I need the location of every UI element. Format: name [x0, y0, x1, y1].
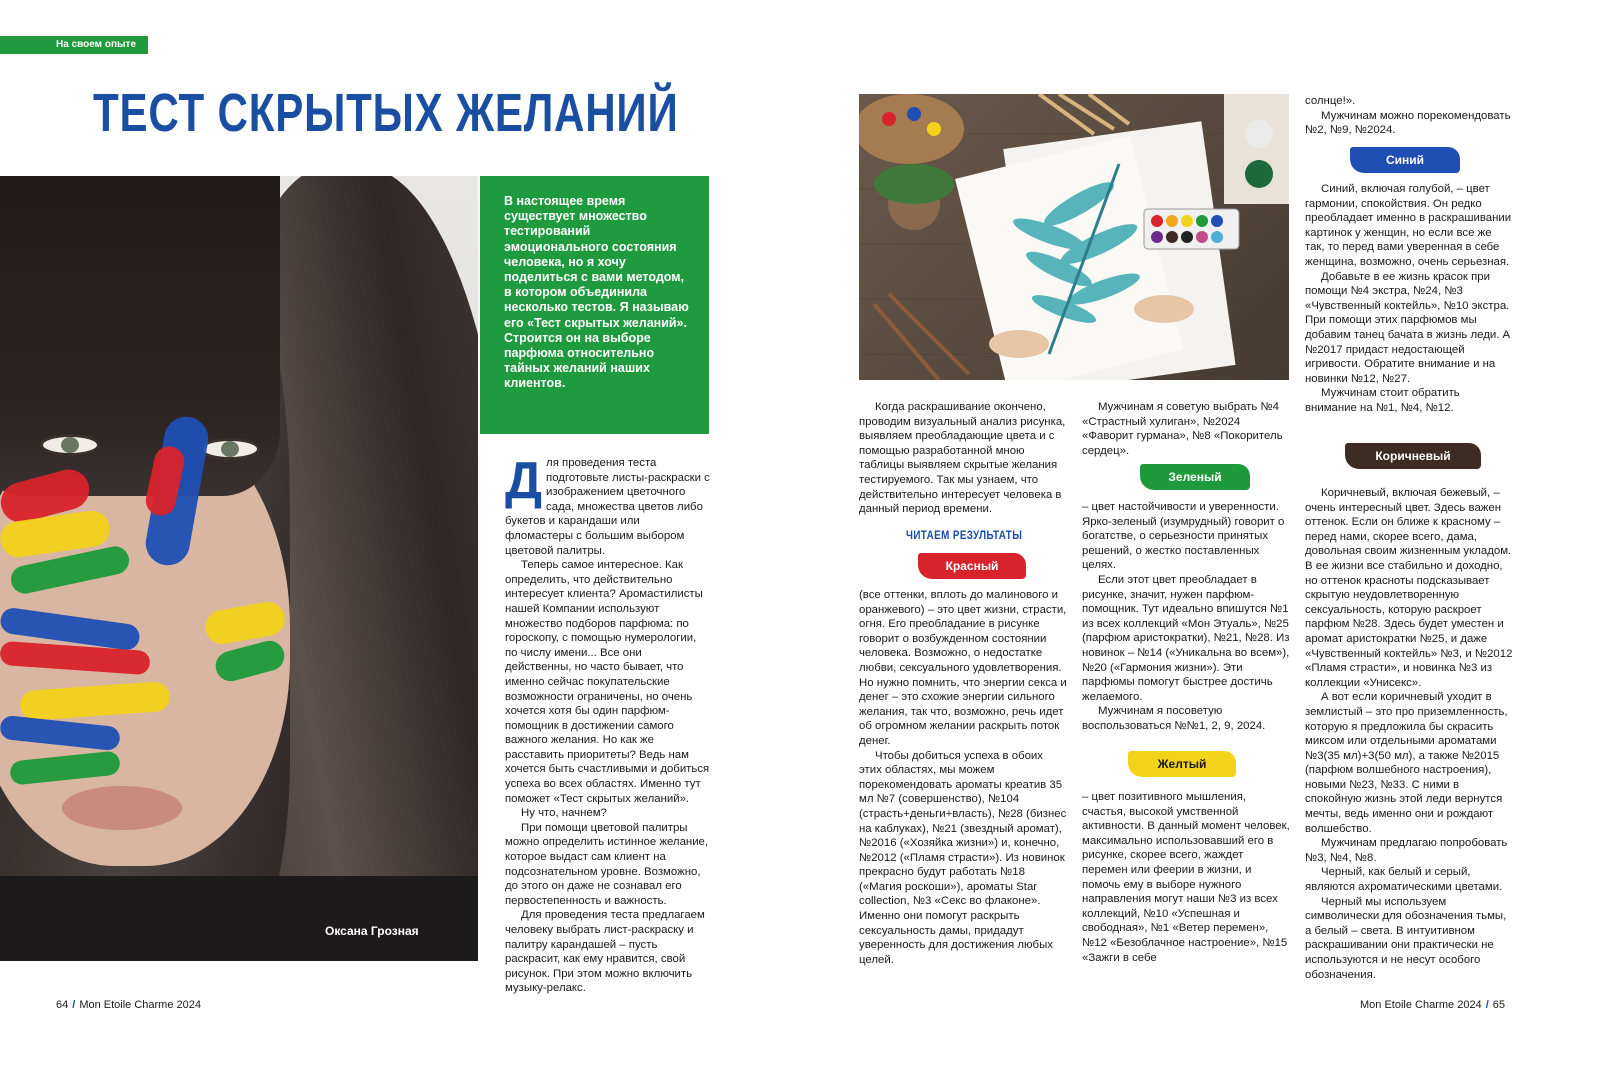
shirt-shape — [0, 876, 478, 961]
column-1 — [505, 452, 710, 996]
page-number: 64 — [56, 999, 69, 1011]
paragraph: Черный мы используем символически для обозначения тьмы, а белый – света. В интуитивном раскрашивании они практически не используются и не несут особого обозначения. — [1305, 895, 1507, 981]
paragraph: Для проведения теста предлагаем человеку выбрать лист-раскраску и палитру карандашей – пусть раскрасит, как ему нравится, свой рисунок. При этом можно включить музыку-релакс. — [505, 909, 705, 995]
paragraph: – цвет настойчивости и уверенности. Ярко-зеленый (изумрудный) говорит о богатстве, о серьезности принятых решений, о жестко поставленных целях. — [1082, 501, 1285, 572]
paragraph: солнце!». — [1305, 95, 1356, 107]
column-4 — [1305, 94, 1513, 138]
yellow-swatch-label: Желтый — [1128, 751, 1236, 777]
paragraph: Добавьте в ее жизнь красок при помощи №4 экстра, №24, №3 «Чувственный коктейль», №10 экстра. При помощи этих парфюмов мы добавим танец бачата в жизнь леди. А №2017 придаст недостающей игривости. Обратите внимание и на новинки №12, №27. — [1305, 270, 1511, 385]
eye-right — [200, 438, 260, 460]
blue-swatch-label: Синий — [1350, 147, 1460, 173]
brown-swatch-label: Коричневый — [1345, 443, 1481, 469]
paragraph: – цвет позитивного мышления, счастья, высокой умственной активности. В данный момент человек, максимально использовавший его в рисунке, скорее всего, жаждет перемен или феерии в жизни, и помочь ему в выборе нужного направления могут наши №3 из всех коллекций, №10 «Успешная и свободная», №1 «Ветер перемен», №12 «Безоблачное настроение», №15 «Зажги в себе — [1082, 791, 1290, 964]
intro-box: В настоящее время существует множество тестирований эмоционального состояния человека, но я хочу поделиться с вами методом, в котором объединила несколько тестов. Я называю его «Тест скрытых желаний». Строится он на выборе парфюма относительно тайных желаний наших клиентов. — [480, 176, 709, 434]
column-3 — [1082, 400, 1292, 458]
paragraph: Мужчинам можно порекомендовать №2, №9, №2024. — [1305, 109, 1511, 137]
section-tag: На своем опыте — [0, 36, 148, 54]
column-2 — [859, 400, 1067, 517]
paragraph: ля проведения теста подготовьте листы-раскраски с изображением цветочного сада, множества цветов либо букетов и карандаши или фломастеры с большим выбором цветовой палитры. — [505, 457, 710, 557]
magazine-title: Mon Etoile Charme 2024 — [79, 999, 201, 1011]
page-title: ТЕСТ СКРЫТЫХ ЖЕЛАНИЙ — [93, 83, 679, 143]
column-4-continued — [1305, 486, 1513, 982]
paragraph: Синий, включая голубой, – цвет гармонии, спокойствия. Он редко преобладает именно в раскрашивании картинок у женщин, но если все же так, то перед вами уверенная в себе женщина, возможно, очень серьезная. — [1305, 183, 1512, 268]
paragraph: Коричневый, включая бежевый, – очень интересный цвет. Здесь важен оттенок. Если он ближе к красному – перед нами, скорее всего, дама, довольная своим жизненным укладом. В ее жизни все стабильно и доходно, но оттенок красноты подсказывает скрытую неудовлетворенную сексуальность, которую раскроет парфюм №28. Здесь будет уместен и аромат аристократки №25, и даже «Чувственный коктейль» №3, и №2012 «Пламя страсти», и новинка №3 из коллекции «Унисекс». — [1305, 487, 1513, 689]
paragraph: А вот если коричневый уходит в землистый – это про приземленность, которую я предложила бы скрасить миксом или отдельными ароматами №3(35 мл)+3(50 мл), а также №2015 (парфюм волшебного настроения), новыми №23, №33. С ними в спокойную жизнь этой леди вернутся мечты, ведь именно они и рождают волшебство. — [1305, 691, 1508, 835]
slash-divider: / — [1485, 999, 1489, 1011]
green-swatch-label: Зеленый — [1140, 464, 1250, 490]
photo-caption: Оксана Грозная — [325, 924, 419, 938]
paragraph: Ну что, начнем? — [521, 807, 607, 820]
paragraph: При помощи цветовой палитры можно определить истинное желание, которое выдаст сам клиент на подсознательном уровне. Возможно, до этого он даже не сознавал его первостепенность и важность. — [505, 821, 709, 907]
footer-left — [56, 999, 201, 1011]
red-swatch-label: Красный — [918, 553, 1026, 579]
column-4-continued — [1305, 182, 1513, 416]
page-number: 65 — [1492, 999, 1505, 1011]
paragraph: (все оттенки, вплоть до малинового и оранжевого) – это цвет жизни, страсти, огня. Его преобладание в рисунке говорит о возбужденном состоянии человека. Возможно, о недостатке любви, сексуального удовлетворения. Но нужно помнить, что энергии секса и денег – это схожие энергии сильного желания, так что, возможно, речь идет об огромном желании раскрыть поток денег. — [859, 589, 1067, 747]
lips-shape — [62, 786, 182, 830]
paragraph: Мужчинам стоит обратить внимание на №1, №4, №12. — [1305, 387, 1460, 414]
portrait-photo — [0, 176, 478, 961]
eye-left — [40, 434, 100, 456]
drop-cap: Д — [505, 452, 543, 510]
art-photo-illustration — [859, 94, 1289, 380]
column-3-continued — [1082, 790, 1292, 965]
footer-right — [1360, 999, 1505, 1011]
art-supplies-photo — [859, 94, 1289, 380]
paragraph: Чтобы добиться успеха в обоих этих областях, мы можем порекомендовать ароматы креатив 35 мл №7 (совершенство), №104 (страсть+деньги+власть), №28 (бизнес на каблуках), №21 (звездный аромат), №2016 («Хозяйка жизни») и, конечно, №2012 («Пламя страсти»). Из новинок прекрасно будут работать №18 («Магия роскоши»), ароматы Star collection, №3 «Секс во флаконе». Именно они помогут раскрыть сексуальность дамы, придадут уверенность для достижения любых целей. — [859, 749, 1067, 966]
column-2-continued — [859, 588, 1067, 967]
slash-divider: / — [72, 999, 76, 1011]
paragraph: Если этот цвет преобладает в рисунке, значит, нужен парфюм-помощник. Тут идеально впишутся №1 из всех коллекций «Мон Этуаль», №25 (парфюм аристократки), №21, №28. Из новинок – №14 («Уникальна во всем»), №20 («Гармония жизни»). Эти парфюмы помогут быстрее достичь желаемого. — [1082, 573, 1290, 703]
paragraph: Мужчинам предлагаю попробовать №3, №4, №8. — [1305, 837, 1508, 864]
results-heading: ЧИТАЕМ РЕЗУЛЬТАТЫ — [906, 528, 1023, 542]
magazine-title: Mon Etoile Charme 2024 — [1360, 999, 1482, 1011]
paragraph: Когда раскрашивание окончено, проводим визуальный анализ рисунка, выявляем преобладающие цвета и с помощью разработанной мною таблицы выявляем скрытые желания тестируемого. Так мы узнаем, что действительно интересует человека в данный период времени. — [859, 401, 1066, 516]
paragraph: Мужчинам я посоветую воспользоваться №№1, 2, 9, 2024. — [1082, 705, 1266, 732]
paragraph: Мужчинам я советую выбрать №4 «Страстный хулиган», №2024 «Фаворит гурмана», №8 «Покоритель сердец». — [1082, 401, 1283, 457]
column-3-continued — [1082, 500, 1292, 734]
paragraph: Теперь самое интересное. Как определить, что действительно интересует клиента? Аромастилисты нашей Компании используют множество подборов парфюма: по гороскопу, с помощью нумерологии, по числу имени... Все они действенны, но часто бывает, что именно сейчас покупательские возможности ограничены, но очень хочется хотя бы один парфюм-помощник в достижении самого важного желания. Но как же расставить приоритеты? Ведь нам хочется быть счастливыми и добиться успеха во всех областях. Именно тут поможет «Тест скрытых желаний». — [505, 559, 710, 805]
paragraph: Черный, как белый и серый, являются ахроматическими цветами. — [1305, 866, 1503, 894]
